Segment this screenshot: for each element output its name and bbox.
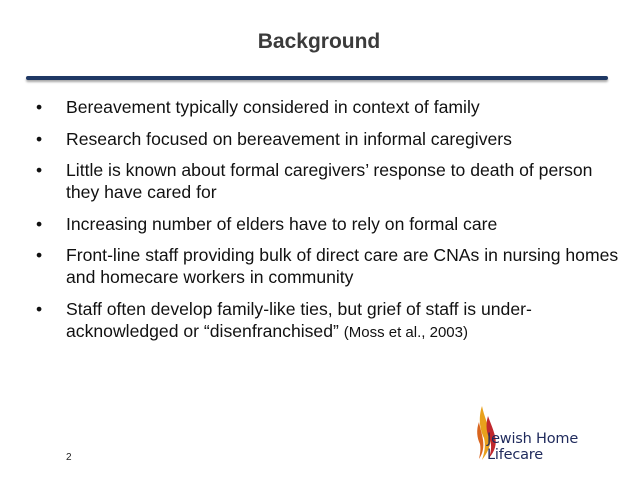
bullet-item <box>28 298 628 344</box>
bullet-marker: • <box>36 245 43 265</box>
bullet-marker: • <box>36 97 43 117</box>
page-number: 2 <box>66 452 72 463</box>
bullet-item <box>28 213 628 235</box>
bullet-text: Front-line staff providing bulk of direct care are CNAs in nursing homes and homecare workers in community <box>66 245 619 287</box>
bullet-text: Staff often develop family-like ties, but grief of staff is under-acknowledged or “disenfranchised” <box>66 298 532 341</box>
bullet-text: Increasing number of elders have to rely on formal care <box>66 213 498 234</box>
bullet-text: Bereavement typically considered in context of family <box>66 97 480 117</box>
bullet-item <box>28 159 628 203</box>
title-divider <box>26 76 608 80</box>
slide-title: Background <box>257 30 381 53</box>
bullet-list <box>28 96 628 353</box>
bullet-item <box>28 244 628 288</box>
bullet-item <box>28 96 628 118</box>
citation: (Moss et al., 2003) <box>343 323 468 341</box>
bullet-text: Little is known about formal caregivers’ response to death of person they have cared for <box>66 160 593 202</box>
bullet-marker: • <box>36 298 43 319</box>
bullet-text: Research focused on bereavement in informal caregivers <box>66 128 512 149</box>
bullet-marker: • <box>36 213 43 234</box>
bullet-marker: • <box>36 160 43 180</box>
logo-text: Jewish Home Lifecare <box>487 431 579 463</box>
bullet-item <box>28 128 628 150</box>
bullet-marker: • <box>36 128 43 149</box>
